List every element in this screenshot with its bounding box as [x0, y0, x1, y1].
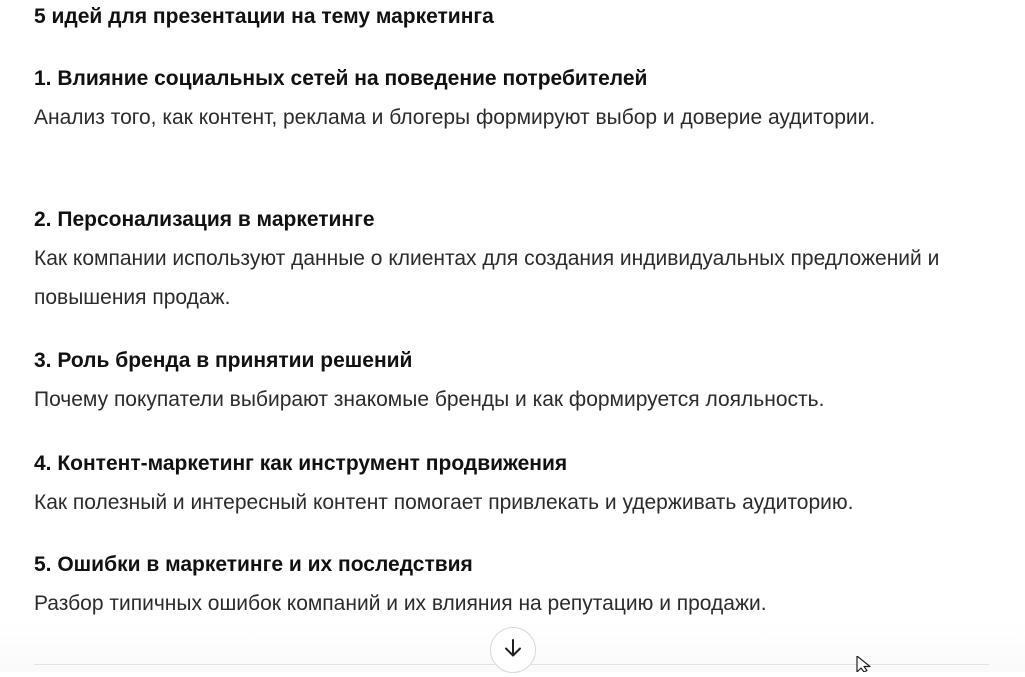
response-title: 5 идей для презентации на тему маркетинга — [34, 5, 494, 28]
idea-heading: 3. Роль бренда в принятии решений — [34, 349, 413, 372]
idea-heading: 2. Персонализация в маркетинге — [34, 208, 375, 231]
idea-item — [34, 344, 994, 419]
idea-description: Анализ того, как контент, реклама и блогеры формируют выбор и доверие аудитории. — [34, 106, 876, 129]
idea-description: Разбор типичных ошибок компаний и их влияния на репутацию и продажи. — [34, 592, 767, 615]
idea-heading: 1. Влияние социальных сетей на поведение потребителей — [34, 67, 648, 90]
idea-item — [34, 447, 994, 522]
idea-heading: 5. Ошибки в маркетинге и их последствия — [34, 553, 473, 576]
idea-item — [34, 548, 994, 623]
idea-description: Почему покупатели выбирают знакомые бренды и как формируется лояльность. — [34, 388, 825, 411]
scroll-to-bottom-button[interactable] — [490, 627, 536, 673]
idea-description: Как полезный и интересный контент помогает привлекать и удерживать аудиторию. — [34, 491, 854, 514]
idea-description: Как компании используют данные о клиентах для создания индивидуальных предложений и повышения продаж. — [34, 247, 940, 309]
idea-item — [34, 203, 994, 317]
idea-item — [34, 62, 994, 137]
arrow-down-icon — [502, 637, 524, 664]
mouse-pointer-icon — [856, 656, 874, 677]
idea-heading: 4. Контент-маркетинг как инструмент продвижения — [34, 452, 568, 475]
